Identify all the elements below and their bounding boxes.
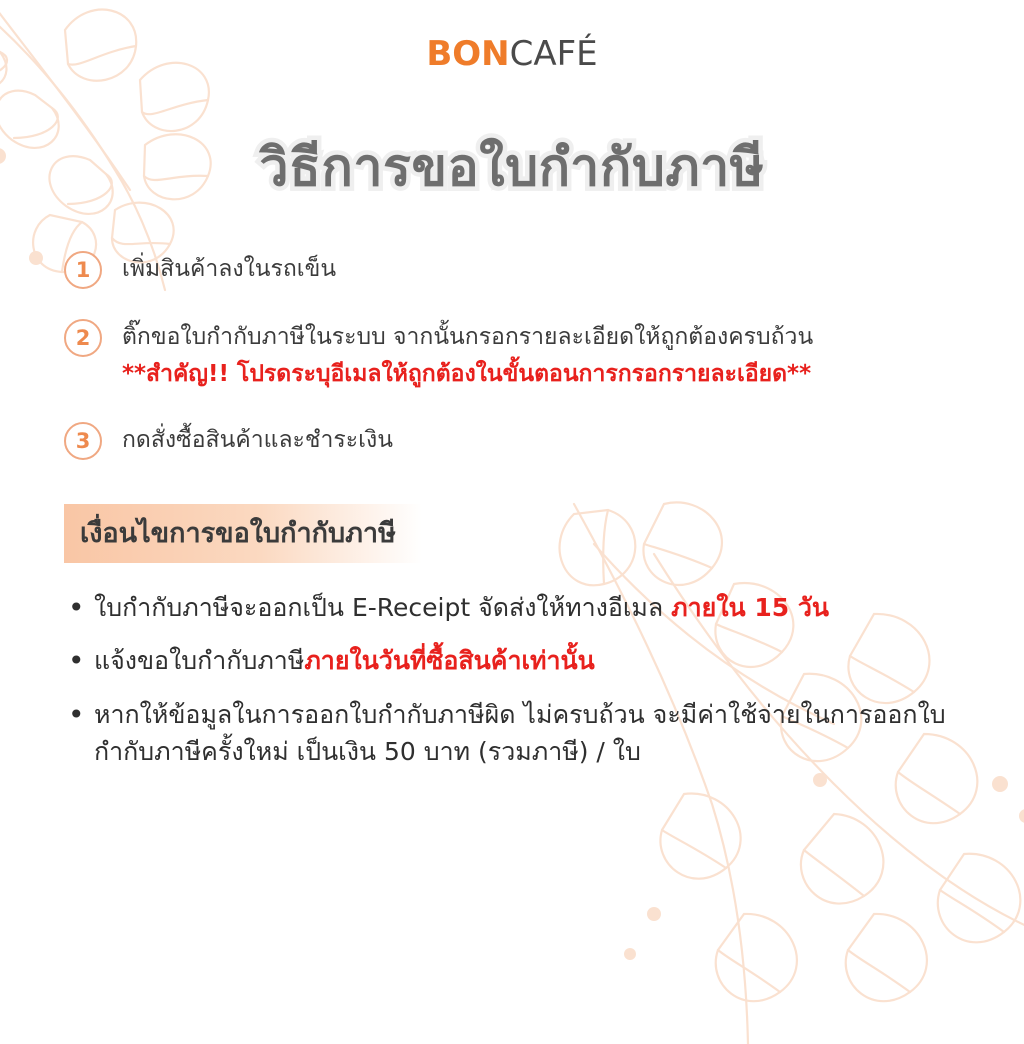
- step-item: [64, 422, 956, 460]
- step-number-badge: 2: [64, 319, 102, 357]
- condition-text: หากให้ข้อมูลในการออกใบกำกับภาษีผิด ไม่ครบถ้วน จะมีค่าใช้จ่ายในการออกใบกำกับภาษีครั้งใหม่ เป็นเงิน 50 บาท (รวมภาษี) / ใบ: [94, 699, 946, 767]
- condition-highlight: ภายใน 15 วัน: [671, 592, 829, 622]
- step-item: [64, 319, 956, 392]
- brand-logo: [0, 0, 1024, 74]
- condition-highlight: ภายในวันที่ซื้อสินค้าเท่านั้น: [304, 646, 595, 676]
- steps-list: [0, 251, 1024, 460]
- step-body: [122, 319, 813, 392]
- step-text: เพิ่มสินค้าลงในรถเข็น: [122, 256, 337, 282]
- conditions-list: [0, 589, 1024, 771]
- step-number-badge: 1: [64, 251, 102, 289]
- condition-item: [64, 696, 964, 771]
- page-title-wrap: [0, 132, 1024, 205]
- brand-logo-bon: BON: [426, 34, 510, 74]
- step-text: กดสั่งซื้อสินค้าและชำระเงิน: [122, 426, 393, 453]
- step-body: [122, 251, 336, 286]
- step-item: [64, 251, 956, 289]
- condition-item: [64, 589, 964, 627]
- conditions-title: เงื่อนไขการขอใบกำกับภาษี: [64, 504, 422, 563]
- condition-text: แจ้งขอใบกำกับภาษี: [94, 646, 305, 676]
- step-text: ติ๊กขอใบกำกับภาษีในระบบ จากนั้นกรอกรายละเอียดให้ถูกต้องครบถ้วน: [122, 324, 814, 350]
- step-body: [122, 422, 393, 457]
- brand-logo-cafe: CAFÉ: [509, 34, 598, 74]
- page-title: วิธีการขอใบกำกับภาษี: [259, 138, 765, 198]
- condition-text: ใบกำกับภาษีจะออกเป็น E-Receipt จัดส่งให้ทางอีเมล: [94, 592, 672, 622]
- conditions-title-wrap: [0, 504, 1024, 563]
- step-number-badge: 3: [64, 422, 102, 460]
- condition-item: [64, 642, 964, 680]
- step-warning-text: **สำคัญ!! โปรดระบุอีเมลให้ถูกต้องในขั้นตอนการกรอกรายละเอียด**: [122, 361, 812, 388]
